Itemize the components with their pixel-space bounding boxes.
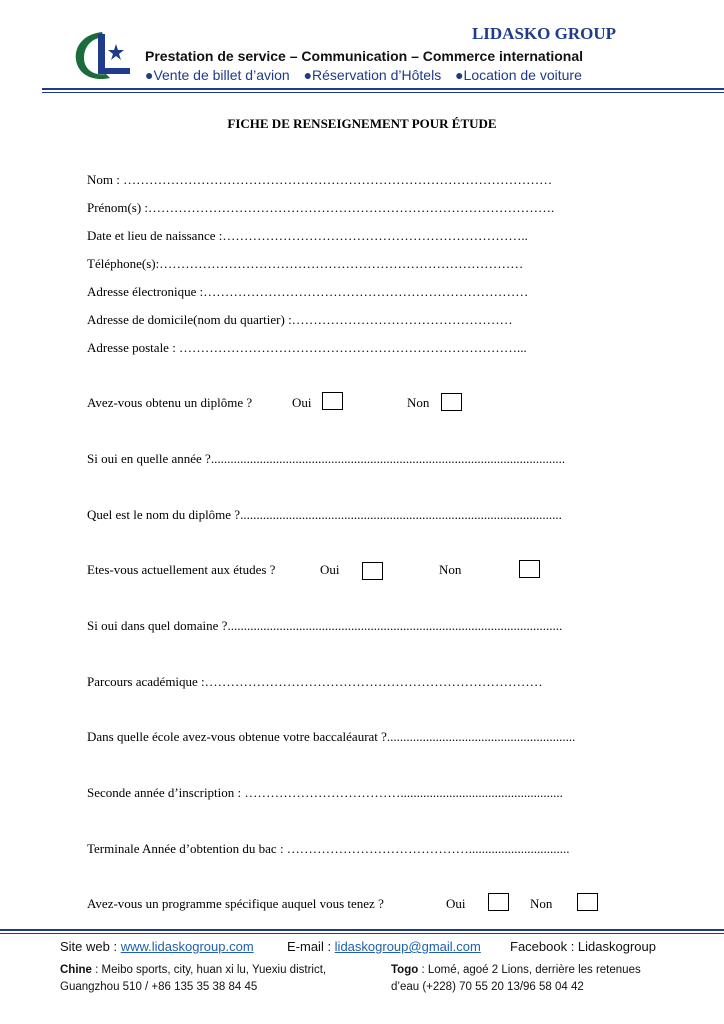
services-list (145, 67, 592, 83)
footer-website (60, 939, 254, 954)
field-seconde[interactable]: Seconde année d’inscription : ……………………………….................................................. (87, 785, 563, 800)
option-non-label: Non (407, 395, 430, 410)
field-prenom[interactable]: Prénom(s) :…………………………………………………………………………………. (87, 200, 555, 215)
checkbox-etudes-non[interactable] (519, 560, 540, 578)
email-label: E-mail : (287, 939, 335, 954)
togo-label: Togo (391, 964, 419, 976)
checkbox-diplome-non[interactable] (441, 393, 462, 411)
option-non-label: Non (530, 896, 553, 911)
field-postale[interactable]: Adresse postale : ……………………………………………………………………... (87, 340, 527, 355)
service-item: ●Réservation d’Hôtels (303, 67, 442, 83)
field-annee[interactable]: Si oui en quelle année ?............................................................................................................. (87, 451, 566, 466)
chine-line1: : Meibo sports, city, huan xi lu, Yuexiu district, (91, 964, 327, 976)
website-link[interactable]: www.lidaskogroup.com (120, 939, 254, 954)
field-domaine[interactable]: Si oui dans quel domaine ?....................................................................................................... (87, 618, 563, 633)
footer-facebook: Facebook : Lidaskogroup (510, 939, 656, 954)
question-programme: Avez-vous un programme spécifique auquel vous tenez ? (87, 896, 384, 911)
address-togo (391, 962, 641, 996)
chine-label: Chine (60, 964, 92, 976)
option-non-label: Non (439, 562, 462, 577)
option-oui-label: Oui (320, 562, 340, 577)
field-naissance[interactable]: Date et lieu de naissance :…………………………………………………………….. (87, 228, 528, 243)
header-divider (42, 88, 724, 90)
togo-line1: : Lomé, agoé 2 Lions, derrière les retenues (418, 964, 641, 976)
form-title: FICHE DE RENSEIGNEMENT POUR ÉTUDE (227, 116, 497, 131)
field-parcours[interactable]: Parcours académique :…………………………………………………………………… (87, 674, 543, 689)
checkbox-programme-oui[interactable] (488, 893, 509, 911)
website-label: Site web : (60, 939, 121, 954)
service-item: ●Location de voiture (455, 67, 582, 83)
company-logo (72, 28, 136, 84)
field-nom[interactable]: Nom : ……………………………………………………………………………………… (87, 172, 553, 187)
question-diplome: Avez-vous obtenu un diplôme ? (87, 395, 253, 410)
field-email[interactable]: Adresse électronique :………………………………………………………………… (87, 284, 529, 299)
address-chine (60, 962, 326, 996)
footer-divider-thin (0, 933, 724, 934)
field-ecole[interactable]: Dans quelle école avez-vous obtenue votre baccaléaurat ?.......................................................... (87, 729, 576, 744)
field-nom-diplome[interactable]: Quel est le nom du diplôme ?................................................................................................... (87, 507, 562, 522)
service-item: ●Vente de billet d’avion (145, 67, 290, 83)
checkbox-etudes-oui[interactable] (362, 562, 383, 580)
checkbox-diplome-oui[interactable] (322, 392, 343, 410)
email-link[interactable]: lidaskogroup@gmail.com (334, 939, 481, 954)
togo-line2: d’eau (+228) 70 55 20 13/96 58 04 42 (391, 981, 584, 993)
option-oui-label: Oui (292, 395, 312, 410)
chine-line2: Guangzhou 510 / +86 135 35 38 84 45 (60, 981, 258, 993)
field-domicile[interactable]: Adresse de domicile(nom du quartier) :…………………………………………… (87, 312, 513, 327)
header-divider-thin (42, 92, 724, 93)
footer-email (287, 939, 481, 954)
company-name: LIDASKO GROUP (471, 24, 616, 43)
question-etudes: Etes-vous actuellement aux études ? (87, 562, 276, 577)
footer-divider (0, 929, 724, 931)
option-oui-label: Oui (446, 896, 466, 911)
field-terminale[interactable]: Terminale Année d’obtention du bac : ……………………………………............................... (87, 841, 570, 856)
field-telephone[interactable]: Téléphone(s):………………………………………………………………………… (87, 256, 524, 271)
tagline: Prestation de service – Communication – Commerce international (145, 48, 584, 64)
checkbox-programme-non[interactable] (577, 893, 598, 911)
